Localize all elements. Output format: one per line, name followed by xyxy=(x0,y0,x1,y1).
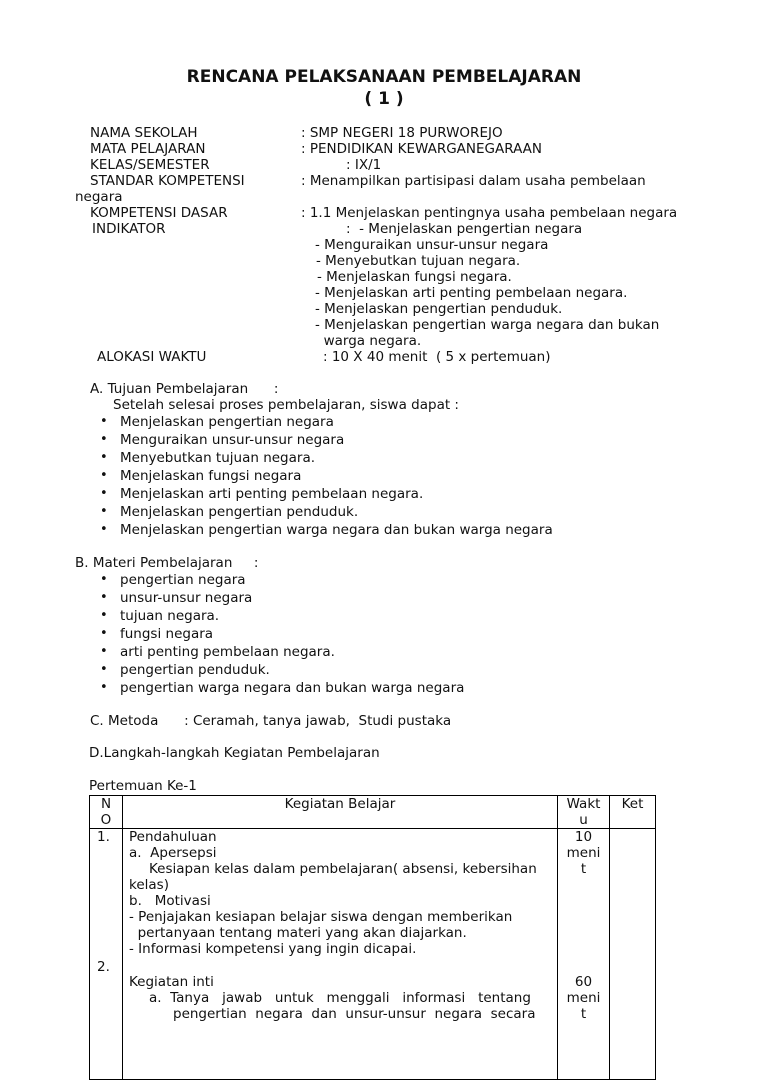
tujuan-item: • Menguraikan unsur-unsur negara xyxy=(120,432,344,448)
table-header-row xyxy=(90,796,656,829)
standar-kompetensi-wrap: negara xyxy=(75,189,123,205)
materi-item: • pengertian warga negara dan bukan warga negara xyxy=(120,680,464,696)
kegiatan-table xyxy=(89,795,656,1080)
indikator-item: - Menguraikan unsur-unsur negara xyxy=(315,237,549,253)
indikator-item: - Menjelaskan fungsi negara. xyxy=(317,269,512,285)
tujuan-item: • Menjelaskan pengertian penduduk. xyxy=(120,504,358,520)
indikator-item: warga negara. xyxy=(315,333,422,349)
kegiatan-line: - Informasi kompetensi yang ingin dicapai. xyxy=(129,941,417,957)
waktu-value: t xyxy=(580,861,587,877)
tujuan-item: • Menjelaskan arti penting pembelaan negara. xyxy=(120,486,423,502)
waktu-value: meni xyxy=(566,845,601,861)
metoda-line: C. Metoda : Ceramah, tanya jawab, Studi pustaka xyxy=(90,713,452,729)
header-ket: Ket xyxy=(610,796,656,829)
indikator-item: - Menjelaskan pengertian warga negara dan bukan xyxy=(315,317,660,333)
kegiatan-line: a. Apersepsi xyxy=(129,845,217,861)
no-cell xyxy=(90,829,123,1080)
kegiatan-line: Kegiatan inti xyxy=(129,974,214,990)
tujuan-heading: A. Tujuan Pembelajaran : xyxy=(90,381,279,397)
indikator-item: - Menjelaskan arti penting pembelaan negara. xyxy=(315,285,628,301)
tujuan-intro: Setelah selesai proses pembelajaran, siswa dapat : xyxy=(113,397,459,413)
document-title: RENCANA PELAKSANAAN PEMBELAJARAN xyxy=(186,67,582,87)
kegiatan-line: a. Tanya jawab untuk menggali informasi tentang xyxy=(149,990,531,1006)
mapel-label: MATA PELAJARAN xyxy=(90,141,206,157)
tujuan-item: • Menjelaskan pengertian warga negara dan bukan warga negara xyxy=(120,522,553,538)
materi-item: • arti penting pembelaan negara. xyxy=(120,644,335,660)
row-number: 1. xyxy=(97,829,110,845)
kegiatan-line: b. Motivasi xyxy=(129,893,211,909)
nama-sekolah-value: : SMP NEGERI 18 PURWOREJO xyxy=(301,125,503,141)
kelas-value: : IX/1 xyxy=(346,157,382,173)
kegiatan-line: Kesiapan kelas dalam pembelajaran( absensi, kebersihan xyxy=(149,861,537,877)
standar-kompetensi-label: STANDAR KOMPETENSI xyxy=(90,173,245,189)
kompetensi-dasar-value: : 1.1 Menjelaskan pentingnya usaha pembelaan negara xyxy=(301,205,678,221)
waktu-value: meni xyxy=(566,990,601,1006)
header-kegiatan: Kegiatan Belajar xyxy=(123,796,558,829)
materi-item: • pengertian negara xyxy=(120,572,246,588)
materi-item: • tujuan negara. xyxy=(120,608,219,624)
indikator-item: : - Menjelaskan pengertian negara xyxy=(346,221,583,237)
alokasi-waktu-value: : 10 X 40 menit ( 5 x pertemuan) xyxy=(323,349,551,365)
tujuan-item: • Menjelaskan pengertian negara xyxy=(120,414,334,430)
kegiatan-line: - Penjajakan kesiapan belajar siswa dengan memberikan xyxy=(129,909,513,925)
header-no: N O xyxy=(90,796,123,829)
kegiatan-cell xyxy=(123,829,558,1080)
indikator-item: - Menyebutkan tujuan negara. xyxy=(316,253,521,269)
nama-sekolah-label: NAMA SEKOLAH xyxy=(90,125,198,141)
waktu-value: t xyxy=(580,1006,587,1022)
indikator-label: INDIKATOR xyxy=(92,221,166,237)
tujuan-item: • Menyebutkan tujuan negara. xyxy=(120,450,315,466)
materi-item: • pengertian penduduk. xyxy=(120,662,270,678)
langkah-heading: D.Langkah-langkah Kegiatan Pembelajaran xyxy=(89,745,380,761)
header-waktu: Wakt u xyxy=(558,796,610,829)
materi-item: • unsur-unsur negara xyxy=(120,590,252,606)
kegiatan-line: kelas) xyxy=(129,877,169,893)
document-number: ( 1 ) xyxy=(364,89,404,109)
materi-heading: B. Materi Pembelajaran : xyxy=(75,555,259,571)
tujuan-item: • Menjelaskan fungsi negara xyxy=(120,468,301,484)
materi-item: • fungsi negara xyxy=(120,626,213,642)
pertemuan-label: Pertemuan Ke-1 xyxy=(89,778,197,794)
waktu-value: 10 xyxy=(574,829,593,845)
kelas-label: KELAS/SEMESTER xyxy=(90,157,210,173)
ket-cell xyxy=(610,829,656,1080)
kompetensi-dasar-label: KOMPETENSI DASAR xyxy=(90,205,228,221)
table-row xyxy=(90,829,656,1080)
kegiatan-line: pertanyaan tentang materi yang akan diajarkan. xyxy=(129,925,467,941)
alokasi-waktu-label: ALOKASI WAKTU xyxy=(97,349,207,365)
indikator-item: - Menjelaskan pengertian penduduk. xyxy=(315,301,563,317)
waktu-value: 60 xyxy=(574,974,593,990)
kegiatan-line: pengertian negara dan unsur-unsur negara secara xyxy=(173,1006,536,1022)
waktu-cell xyxy=(558,829,610,1080)
standar-kompetensi-value: : Menampilkan partisipasi dalam usaha pembelaan xyxy=(301,173,646,189)
kegiatan-line: Pendahuluan xyxy=(129,829,217,845)
mapel-value: : PENDIDIKAN KEWARGANEGARAAN xyxy=(301,141,543,157)
row-number: 2. xyxy=(97,959,110,975)
